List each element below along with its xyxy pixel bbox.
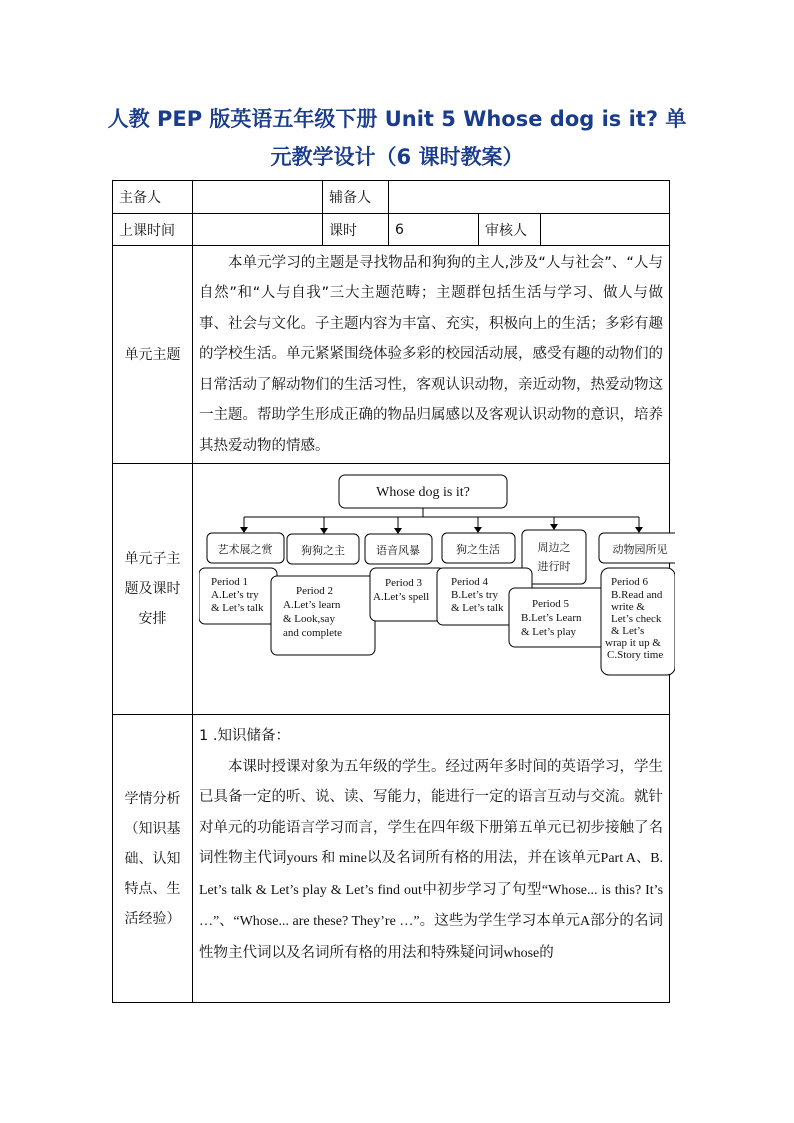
assist-teacher-label: 辅备人 xyxy=(323,181,389,214)
table-row xyxy=(113,715,670,1003)
period-line: Period 6 xyxy=(611,576,648,588)
topic-label: 狗之生活 xyxy=(456,543,500,556)
analysis-label-line: 础、认知 xyxy=(124,850,181,867)
analysis-paragraph xyxy=(199,752,663,970)
topic-label: 艺术展之赏 xyxy=(217,543,273,556)
topic-label: 进行时 xyxy=(537,560,571,573)
subtheme-label-line: 安排 xyxy=(138,611,167,627)
analysis-label-line: 学情分析 xyxy=(124,790,181,807)
analysis-heading: 1 .知识储备： xyxy=(199,728,290,744)
period-line: A.Let’s try xyxy=(211,589,259,601)
analysis-text-part: 以及名词所有格的用法，并在该单元 xyxy=(366,850,601,866)
unit-theme-text xyxy=(193,246,670,464)
period-line: Period 4 xyxy=(451,576,488,588)
class-time-label: 上课时间 xyxy=(113,214,193,246)
analysis-text-part: whose xyxy=(503,945,540,961)
analysis-label-line: （知识基 xyxy=(124,820,181,837)
subtheme-label-line: 题及课时 xyxy=(124,581,181,597)
period-line: Period 1 xyxy=(211,576,248,588)
hours-value: 6 xyxy=(389,214,479,246)
analysis-text-part: yours 和 mine xyxy=(286,851,367,866)
topic-label: 狗狗之主 xyxy=(301,544,345,557)
subtheme-diagram xyxy=(193,464,670,715)
subtheme-tree xyxy=(199,464,675,714)
tree-connectors xyxy=(244,508,639,530)
table-row xyxy=(113,214,670,246)
title-line-1: 人教 PEP 版英语五年级下册 Unit 5 Whose dog is it? 单 xyxy=(107,107,687,131)
period-line: wrap it up & xyxy=(605,637,661,649)
period-line: & Let’s talk xyxy=(211,602,264,614)
topic-label: 动物园所见 xyxy=(612,543,668,556)
analysis-text-part: 的 xyxy=(539,944,554,961)
period-line: Let’s check xyxy=(611,613,662,625)
period-line: and complete xyxy=(283,627,342,639)
hours-label: 课时 xyxy=(323,214,389,246)
analysis-label xyxy=(113,715,193,1003)
topic-label: 语音风暴 xyxy=(376,544,420,557)
title-line-2: 元教学设计（6 课时教案） xyxy=(270,145,524,169)
table-row xyxy=(113,181,670,214)
analysis-text-part: Part A、B. Let’s talk & Let’s play & Let’s find out xyxy=(199,851,664,898)
period-line: B.Let’s Learn xyxy=(521,612,582,624)
period-line: & Let’s play xyxy=(521,626,576,638)
subtheme-label xyxy=(113,464,193,715)
reviewer-value xyxy=(541,214,670,246)
root-label: Whose dog is it? xyxy=(376,485,470,500)
period-line: Period 3 xyxy=(385,577,422,589)
analysis-label-line: 活经验） xyxy=(124,910,181,927)
assist-teacher-value xyxy=(389,181,670,214)
analysis-text-part: 中初步学习了句型 xyxy=(421,881,542,898)
table-row xyxy=(113,246,670,464)
period-line: & Let’s talk xyxy=(451,602,504,614)
period-line: Period 2 xyxy=(296,585,333,597)
period-line: B.Read and xyxy=(611,589,663,601)
period-line: A.Let’s spell xyxy=(373,591,430,603)
class-time-value xyxy=(193,214,323,246)
lead-teacher-label: 主备人 xyxy=(113,181,193,214)
period-line: write & xyxy=(611,601,645,613)
reviewer-label: 审核人 xyxy=(479,214,541,246)
analysis-text-part: “Whose... is this? It’s …”、“Whose... are these? They’re …” xyxy=(199,882,664,929)
unit-theme-paragraph: 本单元学习的主题是寻找物品和狗狗的主人,涉及“人与社会”、“人与自然”和“人与自我”三大主题范畴；主题群包括生活与学习、做人与做事、社会与文化。子主题内容为丰富、充实，积极向上的生活；多彩有趣的学校生活。单元紧紧围绕体验多彩的校园活动展，感受有趣的动物们的日常活动了解动物们的生活习性，客观认识动物，亲近动物，热爱动物这一主题。帮助学生形成正确的物品归属感以及客观认识动物的意识，培养其热爱动物的情感。 xyxy=(199,254,664,454)
analysis-text-part: A xyxy=(580,914,591,929)
subtheme-label-line: 单元子主 xyxy=(124,551,181,567)
document-title xyxy=(100,100,694,176)
period-line: & Let’s xyxy=(611,625,645,637)
period-line: A.Let’s learn xyxy=(283,599,341,611)
period-line: Period 5 xyxy=(532,598,569,610)
analysis-text-part: 。这些为学生学习本单元 xyxy=(419,913,581,929)
analysis-text-part: 本课时授课对象为五年级的学生。经过两年多时间的英语学习，学生已具备一定的听、说、读、写能力，能进行一定的语言互动与交流。就针对单元的功能语言学习而言，学生在四年级下册第五单元已初步接触了名词性物主代词 xyxy=(199,758,664,866)
period-line: C.Story time xyxy=(607,649,664,661)
lesson-plan-table xyxy=(112,180,670,1003)
lead-teacher-value xyxy=(193,181,323,214)
analysis-text xyxy=(193,715,670,1003)
table-row xyxy=(113,464,670,715)
unit-theme-label: 单元主题 xyxy=(113,246,193,464)
topic-label: 周边之 xyxy=(537,541,571,554)
analysis-label-line: 特点、生 xyxy=(124,880,181,897)
period-line: B.Let’s try xyxy=(451,589,499,601)
analysis-text-part: 部分的名词性物主代词以及名词所有格的用法和特殊疑问词 xyxy=(199,913,664,961)
period-line: & Look,say xyxy=(283,613,335,625)
